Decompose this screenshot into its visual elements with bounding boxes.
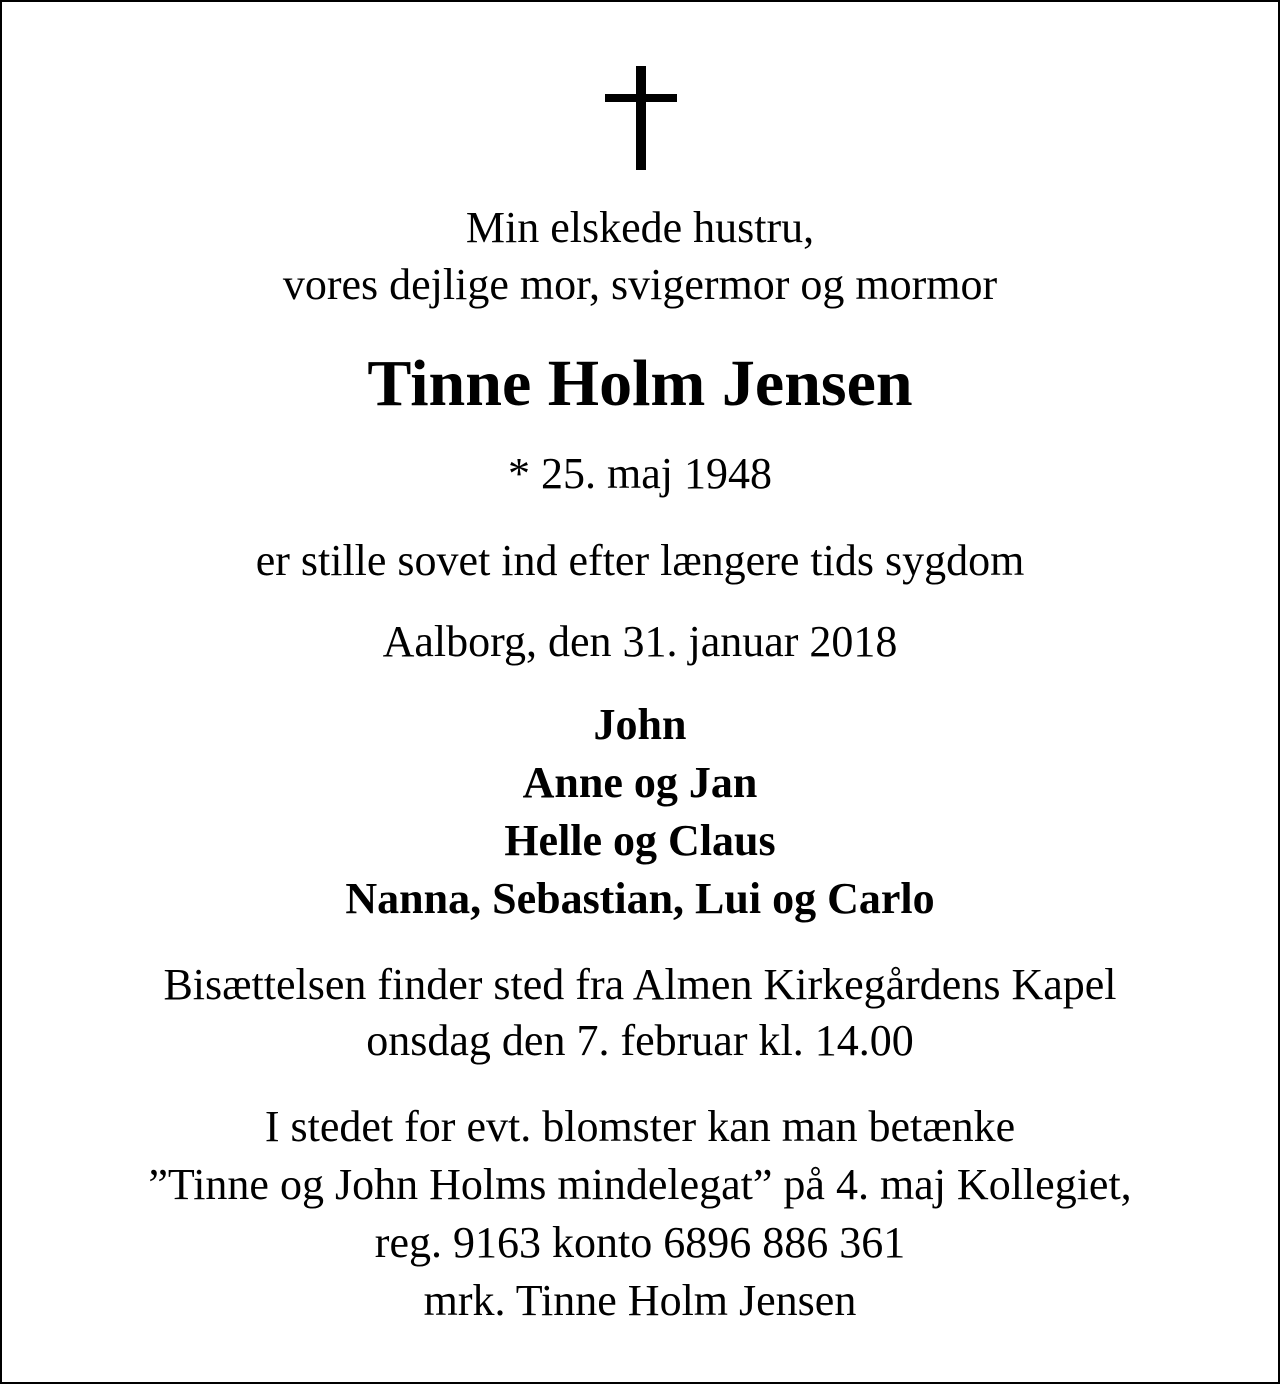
memorial-line-3: reg. 9163 konto 6896 886 361 <box>374 1218 906 1267</box>
family-line-4: Nanna, Sebastian, Lui og Carlo <box>345 874 935 923</box>
family-line-1: John <box>593 700 687 749</box>
ceremony-line-1: Bisættelsen finder sted fra Almen Kirkegårdens Kapel <box>163 960 1117 1009</box>
memorial-line-4: mrk. Tinne Holm Jensen <box>423 1276 857 1325</box>
cross-icon <box>605 66 679 172</box>
death-statement: er stille sovet ind efter længere tids sygdom <box>255 536 1025 585</box>
ceremony-line-2: onsdag den 7. februar kl. 14.00 <box>366 1016 914 1065</box>
memorial-line-2: ”Tinne og John Holms mindelegat” på 4. maj Kollegiet, <box>148 1160 1132 1209</box>
intro-line-2: vores dejlige mor, svigermor og mormor <box>282 260 998 309</box>
deceased-name: Tinne Holm Jensen <box>367 347 913 420</box>
family-line-2: Anne og Jan <box>522 758 758 807</box>
birth-date: * 25. maj 1948 <box>508 449 772 498</box>
intro-line-1: Min elskede hustru, <box>465 203 815 252</box>
memorial-line-1: I stedet for evt. blomster kan man betænke <box>264 1102 1016 1151</box>
place-and-date: Aalborg, den 31. januar 2018 <box>382 617 898 666</box>
family-line-3: Helle og Claus <box>504 816 776 865</box>
